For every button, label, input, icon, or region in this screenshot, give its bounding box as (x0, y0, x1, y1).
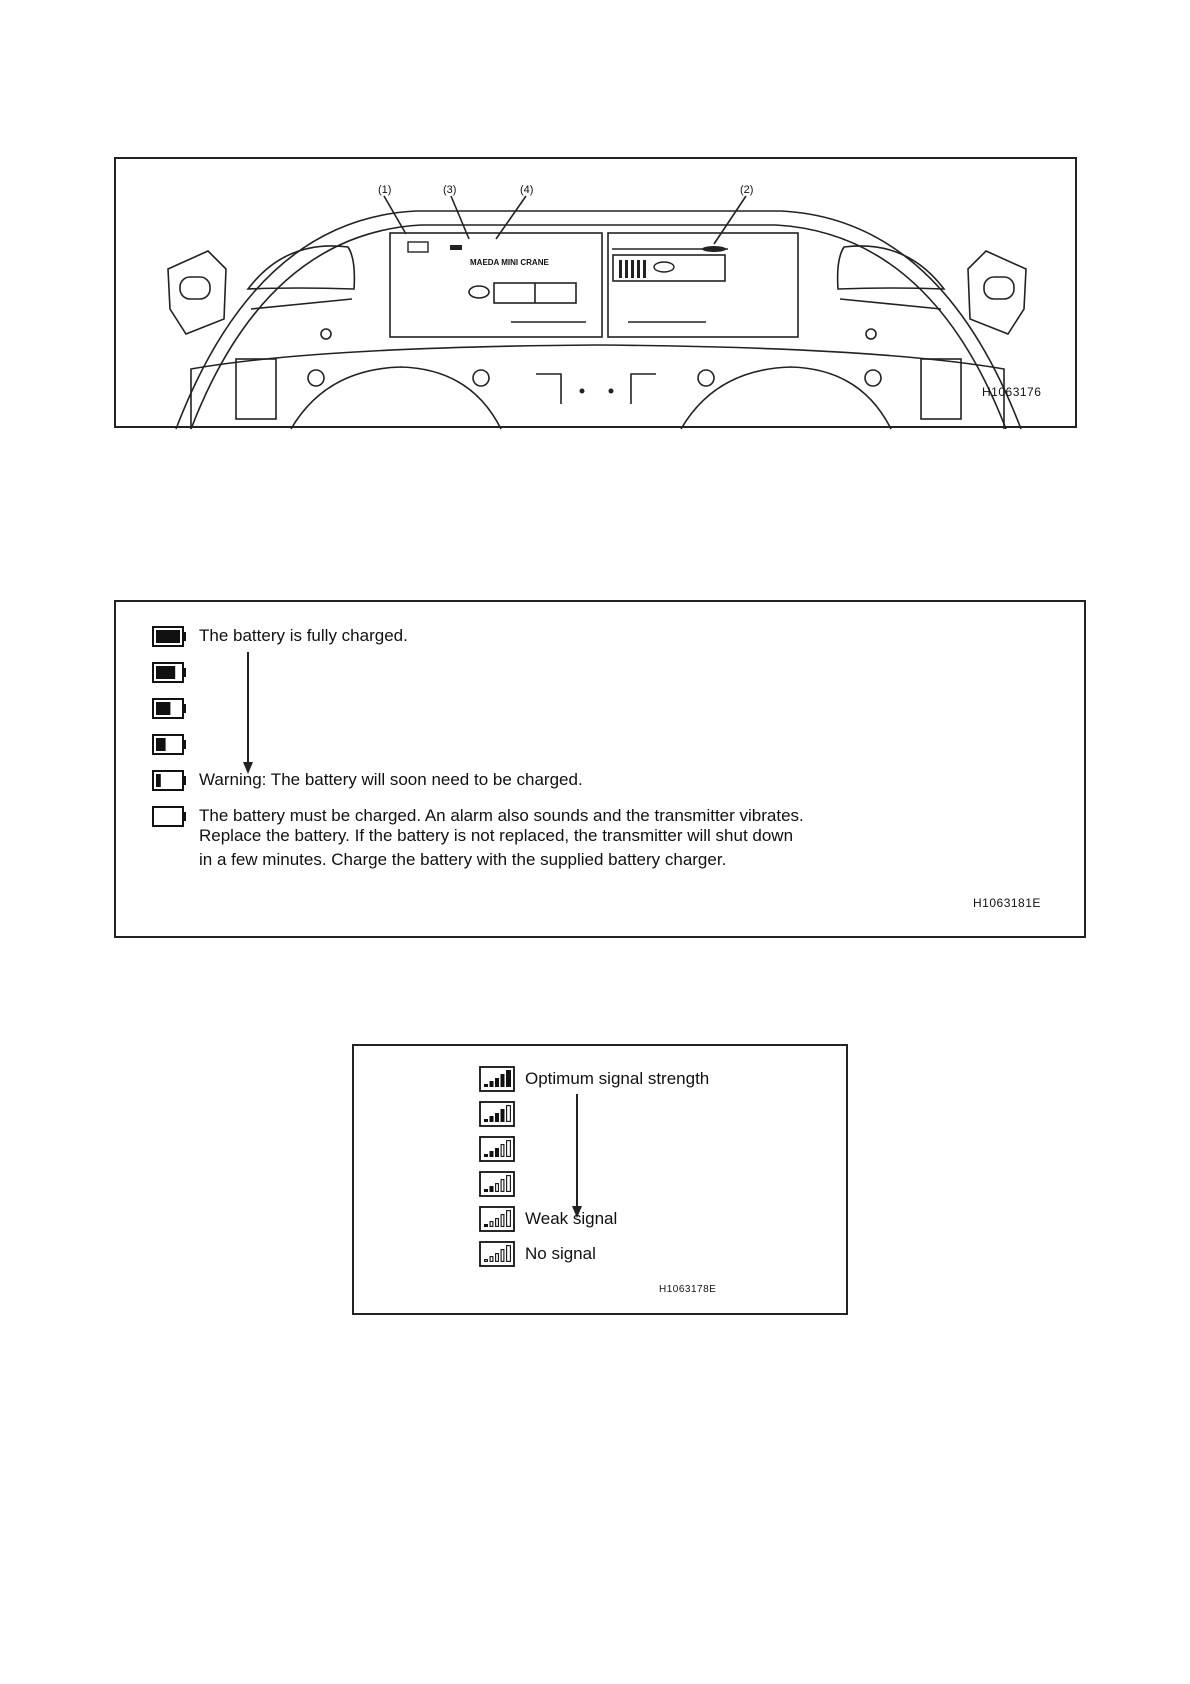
callout-3: (3) (443, 184, 457, 196)
battery-row-text: The battery is fully charged. (199, 626, 408, 645)
battery-fill (156, 666, 175, 679)
callout-2: (2) (740, 184, 754, 196)
battery-status-figure (114, 600, 1086, 938)
signal-strength-figure (352, 1044, 848, 1315)
battery-40-icon (152, 734, 187, 755)
battery-low-icon (152, 770, 187, 791)
figure3-reference: H1063178E (659, 1284, 717, 1295)
signal-row-text: Weak signal (525, 1209, 618, 1228)
battery-80-icon (152, 662, 187, 683)
battery-extra-line-2: in a few minutes. Charge the battery with the supplied battery charger. (199, 850, 727, 869)
battery-full-icon (152, 626, 187, 647)
battery-empty-icon (152, 806, 187, 827)
callout-4: (4) (520, 184, 534, 196)
control-panel-drawing (116, 159, 1079, 430)
figure2-reference: H1063181E (973, 896, 1041, 910)
battery-fill (156, 702, 170, 715)
battery-row-text: Warning: The battery will soon need to be charged. (199, 770, 583, 789)
signal-3-icon (479, 1136, 515, 1162)
battery-fill (156, 774, 161, 787)
battery-60-icon (152, 698, 187, 719)
callout-1: (1) (378, 184, 392, 196)
signal-0-icon (479, 1241, 515, 1267)
battery-fill (156, 630, 180, 643)
battery-extra-line-1: Replace the battery. If the battery is not replaced, the transmitter will shut down (199, 826, 794, 845)
display-title: MAEDA MINI CRANE (470, 258, 549, 267)
signal-2-icon (479, 1171, 515, 1197)
signal-row-text: Optimum signal strength (525, 1069, 710, 1088)
battery-row-text: The battery must be charged. An alarm also sounds and the transmitter vibrates. (199, 806, 804, 825)
signal-4-icon (479, 1101, 515, 1127)
figure1-reference: H1063176 (982, 385, 1042, 399)
signal-1-icon (479, 1206, 515, 1232)
signal-row-text: No signal (525, 1244, 596, 1263)
battery-fill (156, 738, 166, 751)
control-panel-figure (114, 157, 1077, 428)
signal-5-icon (479, 1066, 515, 1092)
